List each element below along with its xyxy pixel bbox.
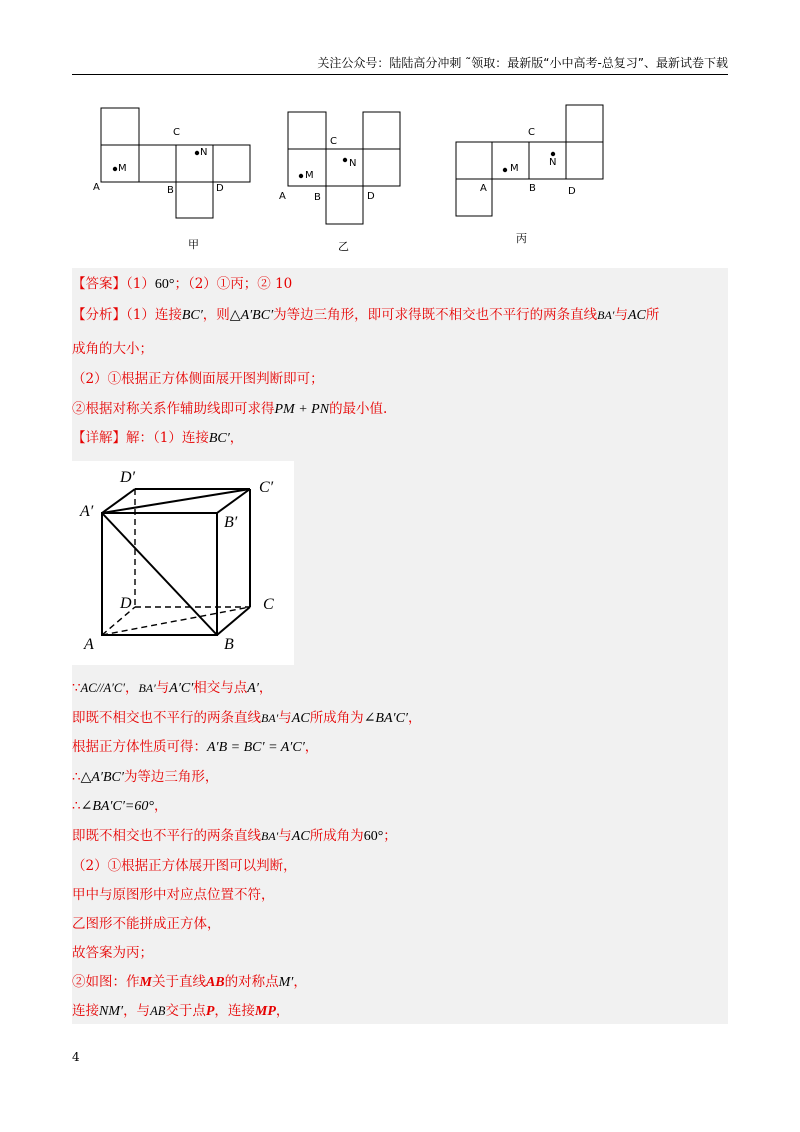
analysis-text: （1）连接 [126,307,182,323]
solution-text: 即既不相交也不平行的两条直线 [72,828,261,844]
net-jia-label-a: A [93,182,100,193]
cube-label-a1: A′ [80,503,94,520]
net-jia-face [139,145,176,182]
diagonal-a1-b [102,513,217,635]
math-expr: BA′ [597,308,615,322]
solution-text: ∴ [72,769,81,785]
net-bing-label-d: D [568,186,576,197]
math-expr: 60° [363,829,384,844]
solution-line-8: 甲中与原图形中对应点位置不符， [72,887,275,903]
page-header [72,54,728,75]
solution-text: ②如图：作 [72,974,140,990]
math-expr: △A′BC′ [229,308,274,323]
math-expr: AB [150,1004,166,1018]
solution-text: 与 [155,680,170,696]
net-bing-label-b: B [529,183,536,194]
solution-text: ， [304,739,319,755]
cube-label-d: D [120,595,132,612]
math-expr: AC//A′C′ [80,681,125,695]
solution-line-3 [72,737,728,758]
net-bing-face [566,105,603,142]
net-jia-face [176,182,213,218]
detail-text: ， [229,430,244,446]
solution-text: ， [275,1003,290,1019]
point-m-bing [503,168,507,172]
solution-text: ， [124,680,139,696]
answer-tag: 【答案】 [72,276,126,292]
net-yi-label-c: C [330,136,337,147]
math-expr: MP [254,1004,276,1019]
answer-part2: ；（2）①丙；② 10 [174,276,293,292]
net-bing-label-c: C [528,127,535,138]
math-expr: BC′ [208,431,230,446]
solution-line-5 [72,796,728,817]
net-bing-label-a: A [480,183,487,194]
net-bing-label-n: N [549,157,557,168]
math-expr: BA′ [261,829,279,843]
net-jia-label-m: M [118,163,127,174]
detail-text: 解：（1）连接 [126,430,209,446]
cube-label-c: C [263,596,274,613]
solution-text: 即既不相交也不平行的两条直线 [72,710,261,726]
net-jia-face [213,145,250,182]
net-jia-label-d: D [216,183,224,194]
solution-text: 根据正方体性质可得： [72,739,207,755]
analysis-text: 与 [614,307,628,323]
cube-label-b: B [224,636,234,653]
solution-line-7: （2）①根据正方体展开图可以判断， [72,858,297,874]
solution-text: ∵ [72,680,81,696]
math-expr: NM′ [99,1004,124,1019]
point-n-jia [195,151,199,155]
solution-line-2 [72,708,728,729]
math-expr: M [139,975,152,990]
net-bing-face [456,142,492,179]
solution-text: ， [153,798,168,814]
solution-line-9: 乙图形不能拼成正方体， [72,916,221,932]
solution-text: ∴ [72,798,81,814]
math-expr: AC [291,711,310,726]
net-yi-label-d: D [367,191,375,202]
nets-svg [72,96,728,266]
cube-nets-figure [72,96,728,266]
solution-text: 关于直线 [151,974,206,990]
net-yi-label-b: B [314,192,321,203]
solution-text: ， [258,680,273,696]
point-m-jia [113,167,117,171]
math-expr: P [205,1004,215,1019]
math-expr: PM + PN [274,402,330,417]
page-number: 4 [72,1050,80,1064]
math-expr: ∠BA′C′=60° [80,799,154,814]
math-expr: ∠BA′C′ [363,711,408,726]
math-expr: BA′ [261,711,279,725]
solution-text: 与 [278,828,292,844]
solution-text: ， [407,710,422,726]
cube-figure [72,461,294,665]
cube-label-a: A [84,636,94,653]
cube-label-d1: D′ [120,469,136,486]
solution-text: 连接 [72,1003,99,1019]
net-yi-label-n: N [349,158,357,169]
solution-line-10: 故答案为丙； [72,945,153,961]
analysis-line-2: 成角的大小； [72,341,153,357]
net-yi-label-a: A [279,191,286,202]
solution-line-6 [72,826,728,847]
edge-b-c [217,607,250,635]
solution-text: 所成角为 [309,828,364,844]
solution-text: ； [383,828,397,844]
point-n-bing [551,152,555,156]
detail-tag: 【详解】 [72,430,126,446]
solution-text: ，连接 [214,1003,255,1019]
net-jia-label-c: C [173,127,180,138]
math-expr: AC [627,308,646,323]
solution-text: 所成角为 [309,710,364,726]
analysis-line-1 [72,305,728,326]
analysis-text: ，则 [202,307,230,323]
analysis-text: 所 [645,307,660,323]
net-jia-label-n: N [200,147,208,158]
net-yi-face [326,186,363,224]
header-text: 关注公众号：陆陆高分冲刺 ˜领取：最新版“小中高考-总复习”、最新试卷下载 [317,56,728,70]
solution-text: 相交与点 [193,680,248,696]
net-jia-caption: 甲 [188,238,199,251]
net-yi-face [288,112,326,149]
net-bing-caption: 丙 [516,232,527,245]
net-bing-face [529,142,566,179]
net-yi-caption: 乙 [338,240,349,253]
analysis-text: ②根据对称关系作辅助线即可求得 [72,401,275,417]
net-yi-face [326,149,363,186]
cube-label-b1: B′ [224,514,238,531]
analysis-text: 的最小值. [329,401,388,417]
math-expr: AC [291,829,310,844]
solution-line-11 [72,972,728,993]
solution-text: ，与 [123,1003,151,1019]
net-yi-face [363,112,400,149]
solution-text: 交于点 [165,1003,206,1019]
answer-line [72,274,728,295]
net-jia-face [101,108,139,145]
math-expr: M′ [278,975,294,990]
detail-line [72,428,728,449]
point-m-yi [299,174,303,178]
solution-text: 为等边三角形， [123,769,219,785]
net-jia-label-b: B [167,185,174,196]
answer-value1: 60° [154,277,175,292]
solution-text: 与 [278,710,292,726]
analysis-line-4 [72,399,728,420]
math-expr: BA′ [138,681,156,695]
analysis-line-3: （2）①根据正方体侧面展开图判断即可； [72,371,324,387]
answer-part1: （1） [126,276,155,292]
math-expr: A′C′ [169,681,194,696]
net-bing-face [566,142,603,179]
math-expr: A′B = BC′ = A′C′ [207,740,305,755]
math-expr: △A′BC′ [80,770,124,785]
math-expr: BC′ [181,308,203,323]
analysis-text: 为等边三角形，即可求得既不相交也不平行的两条直线 [273,307,598,323]
math-expr: A′ [247,681,259,696]
solution-line-1 [72,678,728,699]
net-yi-face [363,149,400,186]
solution-text: ， [293,974,307,990]
solution-line-12 [72,1001,728,1022]
point-n-yi [343,158,347,162]
solution-line-4 [72,767,728,788]
math-expr: AB [205,975,225,990]
net-yi-label-m: M [305,170,314,181]
net-bing-label-m: M [510,163,519,174]
analysis-tag: 【分析】 [72,307,126,323]
diagonal-a1-c1 [102,489,250,513]
solution-text: 的对称点 [224,974,279,990]
cube-label-c1: C′ [259,479,274,496]
